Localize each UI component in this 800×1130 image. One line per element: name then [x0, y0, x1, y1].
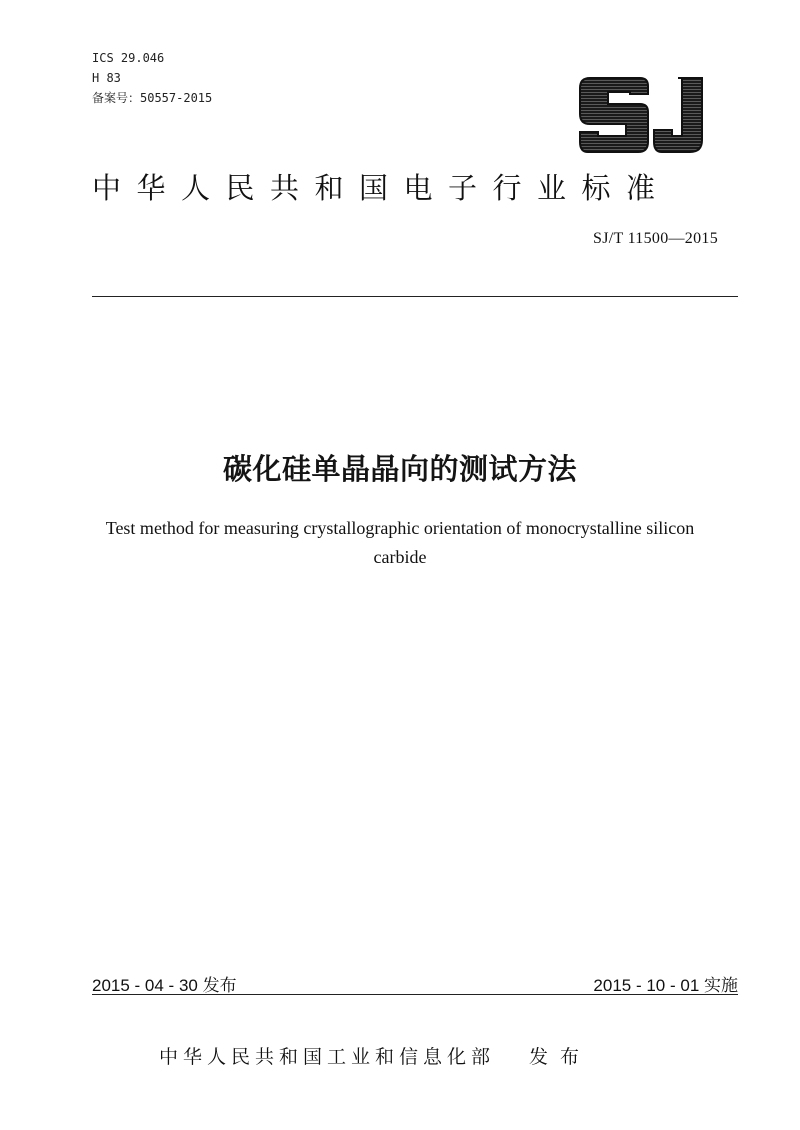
issuer-name: 中华人民共和国工业和信息化部: [159, 1046, 496, 1068]
standard-code: SJ/T 11500—2015: [593, 230, 718, 247]
record-number: 备案号：50557-2015: [92, 91, 213, 105]
document-title-en: [70, 514, 730, 572]
implementation-date: 2015 - 10 - 01 实施: [593, 976, 738, 995]
standard-type-title: 中华人民共和国电子行业标准: [92, 171, 671, 205]
issuing-authority: [159, 1042, 591, 1069]
issue-date: 2015 - 04 - 30 发布: [92, 976, 237, 995]
issuer-action: 发布: [529, 1046, 592, 1068]
bottom-divider: [92, 994, 738, 995]
document-title-zh: 碳化硅单晶晶向的测试方法: [222, 452, 577, 486]
title-en-line-1: Test method for measuring crystallographic orientation of monocrystalline silicon: [105, 518, 695, 538]
sj-logo-icon: [578, 74, 708, 156]
ics-code: ICS 29.046: [92, 51, 165, 65]
dates-row: [92, 971, 738, 995]
title-en-line-2: carbide: [373, 547, 427, 567]
classification-block: [92, 48, 212, 108]
top-divider: [92, 296, 738, 297]
category-code: H 83: [92, 71, 121, 85]
